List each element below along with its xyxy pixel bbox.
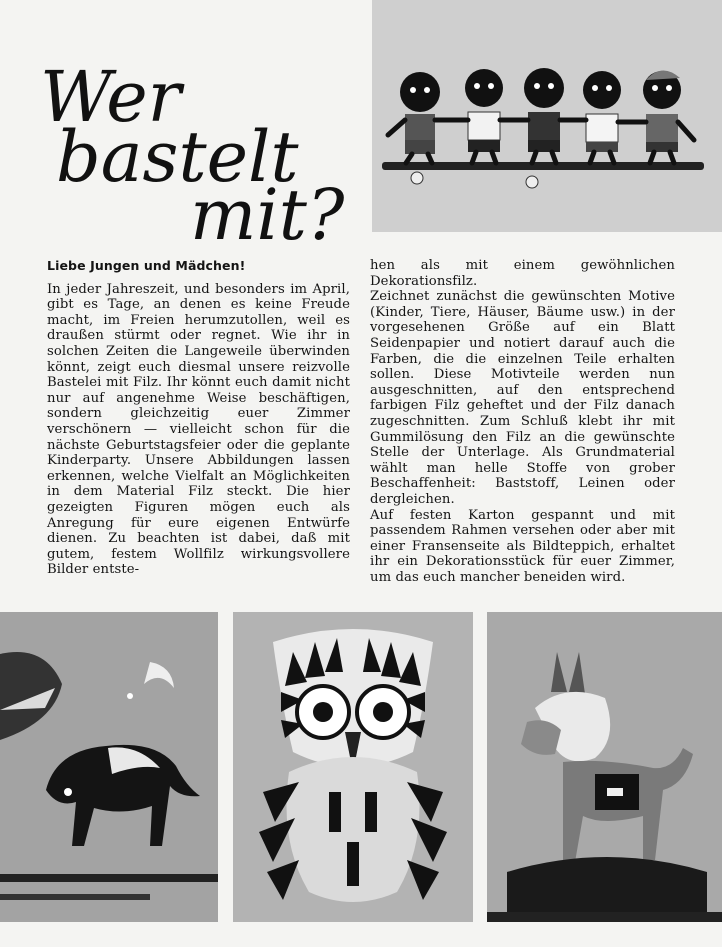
article-column-1 xyxy=(47,258,350,578)
paragraph: Auf festen Karton gespannt und mit passendem Rahmen versehen oder aber mit einer Fransenseite als Bildteppich, erhaltet ihr ein Dekorationsstück für euer Zimmer, um das euch mancher beneiden wird. xyxy=(370,507,675,585)
paragraph: In jeder Jahreszeit, und besonders im April, gibt es Tage, an denen es keine Freude macht, im Freien herumzutollen, weil es draußen stürmt oder regnet. Wie ihr in solchen Zeiten die Langeweile überwinden könnt, zeigt euch diesmal unsere reizvolle Bastelei mit Filz. Ihr könnt euch damit nicht nur auf angenehme Weise beschäftigen, sondern gleichzeitig euer Zimmer verschönern — vielleicht schon für die nächste Geburtstagsfeier oder die geplante Kinderparty. Unsere Abbildungen lassen erkennen, welche Vielfalt an Möglichkeiten in dem Material Filz steckt. Die hier gezeigten Figuren mögen euch als Anregung für eure eigenen Entwürfe dienen. Zu beachten ist dabei, daß mit gutem, festem Wollfilz wirkungsvollere Bilder entste- xyxy=(47,281,350,578)
title-line-2: bastelt xyxy=(56,116,299,198)
article-column-2 xyxy=(370,258,675,585)
felt-donkey-photo xyxy=(487,612,722,922)
title-line-1: Wer xyxy=(40,56,182,138)
felt-buffalo-photo xyxy=(0,612,218,922)
paragraph: hen als mit einem gewöhnlichen Dekorationsfilz. xyxy=(370,258,675,289)
page-title xyxy=(40,56,360,256)
title-line-3: mit? xyxy=(190,174,345,256)
greeting: Liebe Jungen und Mädchen! xyxy=(47,258,246,273)
felt-owl-photo xyxy=(233,612,473,922)
paragraph: Zeichnet zunächst die gewünschten Motive (Kinder, Tiere, Häuser, Bäume usw.) in der vorgesehenen Größe auf ein Blatt Seidenpapier und notiert darauf auch die Farben, die die einzelnen Teile erhalten sollen. Diese Motivteile werden nun ausgeschnitten, auf den entsprechend farbigen Filz geheftet und der Filz danach zugeschnitten. Zum Schluß klebt ihr mit Gummilösung den Filz an die gewünschte Stelle der Unterlage. Als Grundmaterial wählt man helle Stoffe von grober Beschaffenheit: Baststoff, Leinen oder dergleichen. xyxy=(370,289,675,507)
felt-children-photo xyxy=(372,0,722,232)
